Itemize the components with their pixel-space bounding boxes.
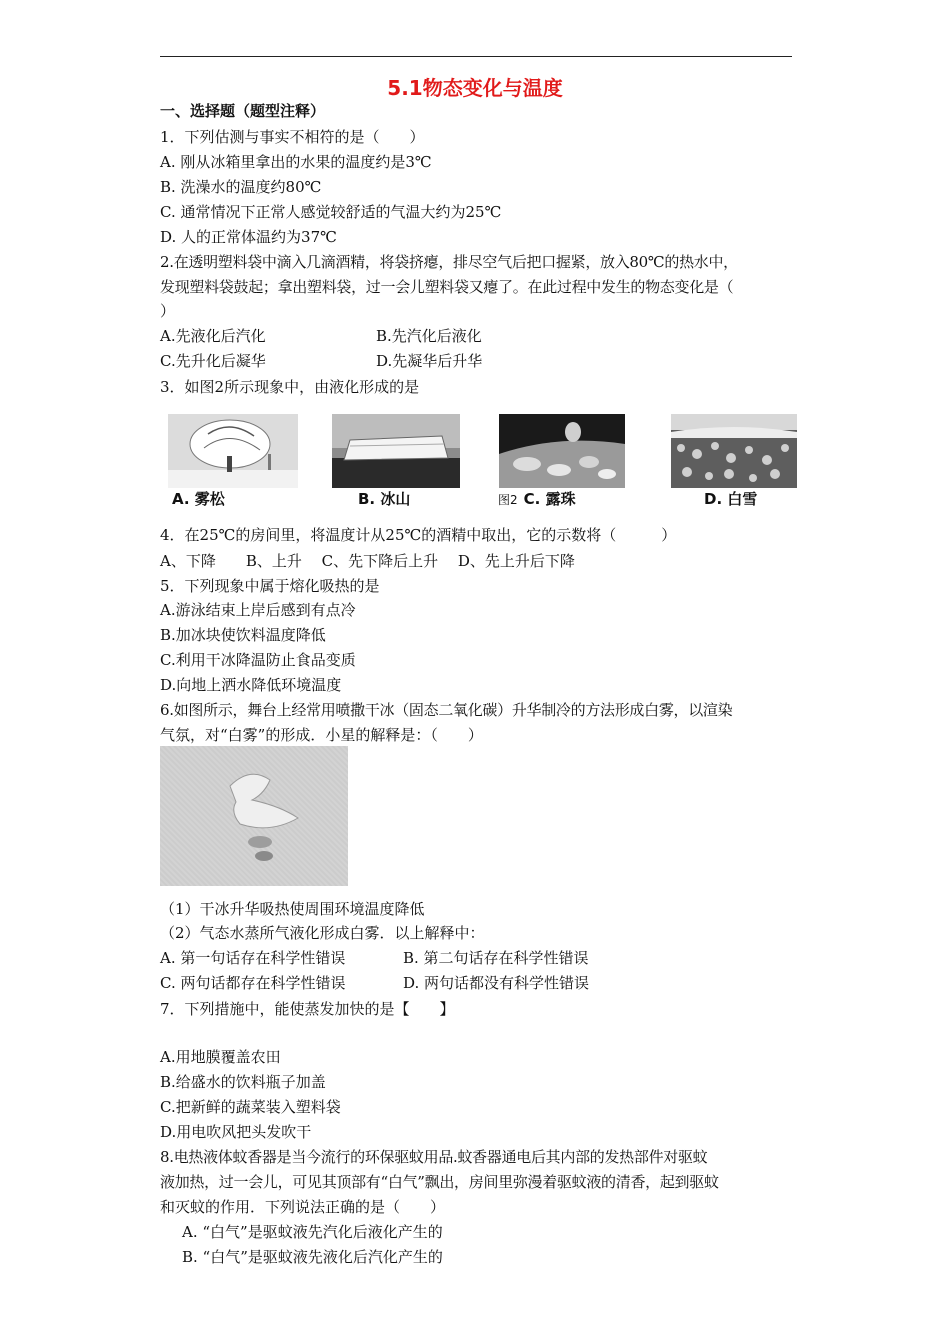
q1-option-c: C. 通常情况下正常人感觉较舒适的气温大约为25℃ (160, 203, 502, 221)
stage-fog-photo (160, 746, 348, 886)
page-title: 5.1物态变化与温度 (387, 76, 563, 100)
q6-option-c: C. 两句话都存在科学性错误 (160, 974, 346, 992)
q7-stem: 7．下列措施中，能使蒸发加快的是【 】 (160, 1000, 455, 1018)
rime-photo (168, 414, 298, 488)
header-rule (160, 56, 792, 57)
q1-option-a: A. 刚从冰箱里拿出的水果的温度约是3℃ (160, 153, 432, 171)
dewdrop-photo (499, 414, 625, 488)
q7-option-c: C.把新鲜的蔬菜装入塑料袋 (160, 1098, 341, 1116)
q2-stem-line1: 2.在透明塑料袋中滴入几滴酒精，将袋挤瘪，排尽空气后把口握紧，放入80℃的热水中， (160, 253, 738, 271)
q7-option-d: D.用电吹风把头发吹干 (160, 1123, 312, 1141)
caption-d: D. 白雪 (704, 490, 758, 508)
q8-option-a: A. “白气”是驱蚊液先汽化后液化产生的 (182, 1223, 443, 1241)
q2-option-a: A.先液化后汽化 (160, 327, 266, 345)
q3-stem: 3．如图2所示现象中，由液化形成的是 (160, 378, 420, 396)
q1-stem: 1．下列估测与事实不相符的是（ ） (160, 128, 425, 146)
figure-label: 图2 (498, 493, 518, 507)
q8-stem-line1: 8.电热液体蚊香器是当今流行的环保驱蚊用品.蚊香器通电后其内部的发热部件对驱蚊 (160, 1148, 708, 1166)
caption-b: B. 冰山 (358, 490, 411, 508)
q6-option-d: D. 两句话都没有科学性错误 (403, 974, 590, 992)
q6-stem-line1: 6.如图所示，舞台上经常用喷撒干冰（固态二氧化碳）升华制冷的方法形成白雾，以渲染 (160, 701, 733, 719)
iceberg-photo (332, 414, 460, 488)
q8-stem-line3: 和灭蚊的作用．下列说法正确的是（ ） (160, 1198, 446, 1216)
q2-stem-line2: 发现塑料袋鼓起；拿出塑料袋，过一会儿塑料袋又瘪了。在此过程中发生的物态变化是（ (160, 278, 734, 296)
q6-statement-2: （2）气态水蒸所气液化形成白雾．以上解释中： (160, 924, 485, 942)
snow-photo (671, 414, 797, 488)
q5-stem: 5．下列现象中属于熔化吸热的是 (160, 577, 380, 595)
caption-c (498, 488, 576, 509)
q6-stem-line2: 气氛，对“白雾”的形成．小星的解释是：（ ） (160, 726, 483, 744)
caption-a: A. 雾松 (172, 490, 225, 508)
q5-option-c: C.利用干冰降温防止食品变质 (160, 651, 356, 669)
caption-c-text: C. 露珠 (523, 490, 576, 508)
q2-option-d: D.先凝华后升华 (376, 352, 483, 370)
q5-option-a: A.游泳结束上岸后感到有点冷 (160, 601, 356, 619)
q2-option-b: B.先汽化后液化 (376, 327, 482, 345)
q2-stem-line3: ） (160, 302, 176, 320)
q7-option-a: A.用地膜覆盖农田 (160, 1048, 281, 1066)
q1-option-d: D. 人的正常体温约为37℃ (160, 228, 337, 246)
q5-option-b: B.加冰块使饮料温度降低 (160, 626, 326, 644)
q8-option-b: B. “白气”是驱蚊液先液化后汽化产生的 (182, 1248, 443, 1266)
q4-stem: 4．在25℃的房间里，将温度计从25℃的酒精中取出，它的示数将（ ） (160, 526, 677, 544)
q5-option-d: D.向地上洒水降低环境温度 (160, 676, 342, 694)
q8-stem-line2: 液加热，过一会儿，可见其顶部有“白气”飘出，房间里弥漫着驱蚊液的清香，起到驱蚊 (160, 1173, 719, 1191)
q6-option-a: A. 第一句话存在科学性错误 (160, 949, 346, 967)
q2-option-c: C.先升化后凝华 (160, 352, 266, 370)
q4-options: A、下降 B、上升 C、先下降后上升 D、先上升后下降 (160, 552, 575, 570)
section-heading: 一、选择题（题型注释） (160, 102, 326, 120)
q1-option-b: B. 洗澡水的温度约80℃ (160, 178, 322, 196)
q6-option-b: B. 第二句话存在科学性错误 (403, 949, 589, 967)
q6-statement-1: （1）干冰升华吸热使周围环境温度降低 (160, 900, 425, 918)
q7-option-b: B.给盛水的饮料瓶子加盖 (160, 1073, 326, 1091)
